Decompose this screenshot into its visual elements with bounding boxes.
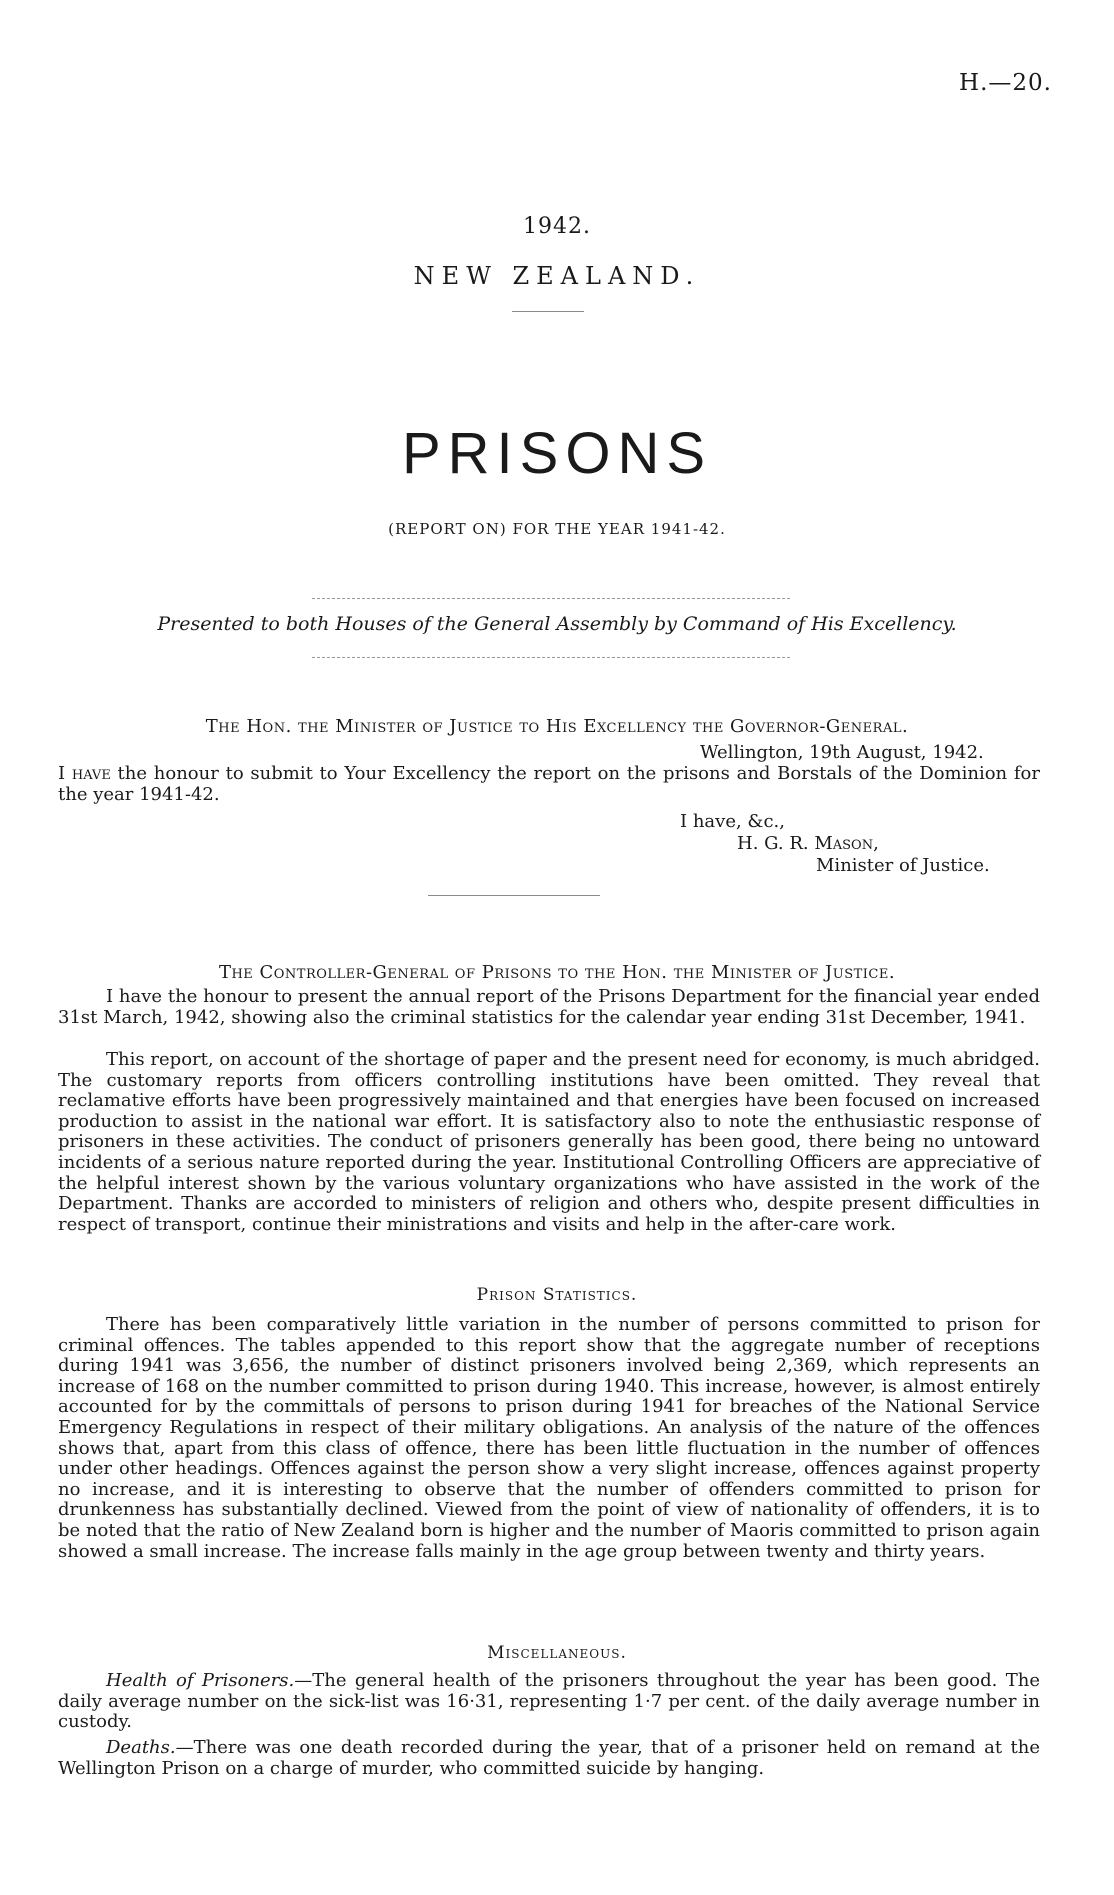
report-address: The Controller-General of Prisons to the Hon. the Minister of Justice. (218, 962, 896, 983)
page-reference: H.—20. (959, 70, 1052, 96)
letter-body-text: the honour to submit to Your Excellency the report on the prisons and Borstals of the Dominion for the year 1941-42. (58, 763, 1040, 805)
presented-note: Presented to both Houses of the General Assembly by Command of His Excellency. (157, 613, 957, 635)
divider-rule (512, 311, 584, 312)
health-paragraph (58, 1671, 1040, 1733)
health-text: —The general health of the prisoners throughout the year has been good. The daily average number on the sick-list was 16·31, representing 1·7 per cent. of the daily average number in custody. (58, 1670, 1040, 1733)
letter-body (58, 764, 1040, 805)
deaths-paragraph (58, 1738, 1040, 1779)
report-title: PRISONS (401, 421, 713, 486)
section-heading-miscellaneous: Miscellaneous. (487, 1643, 627, 1663)
letter-address: The Hon. the Minister of Justice to His Excellency the Governor-General. (205, 716, 909, 737)
divider-rule (428, 895, 600, 896)
report-paragraph: I have the honour to present the annual report of the Prisons Department for the financial year ended 31st March, 1942, showing also the criminal statistics for the calendar year ending 31st December, 1941. (58, 986, 1040, 1028)
letter-opening: I have (58, 763, 111, 784)
deaths-label: Deaths. (106, 1737, 176, 1758)
report-year: 1942. (523, 214, 591, 239)
report-subtitle: (REPORT ON) FOR THE YEAR 1941-42. (388, 520, 726, 538)
report-paragraph: This report, on account of the shortage of paper and the present need for economy, is much abridged. The customary reports from officers controlling institutions have been omitted. They reveal that reclamative efforts have been progressively maintained and that energies have been focused on increased production to assist in the national war effort. It is satisfactory also to note the enthusiastic response of prisoners in these activities. The conduct of prisoners generally has been good, there being no untoward incidents of a serious nature reported during the year. Institutional Controlling Officers are appreciative of the helpful interest shown by the various voluntary organizations who have assisted in the work of the Department. Thanks are accorded to ministers of religion and others who, despite present difficulties in respect of transport, continue their ministrations and visits and help in the after-care work. (58, 1049, 1040, 1235)
divider-rule (312, 598, 790, 599)
health-label: Health of Prisoners. (106, 1670, 295, 1691)
statistics-paragraph: There has been comparatively little variation in the number of persons committed to prison for criminal offences. The tables appended to this report show that the aggregate number of receptions during 1941 was 3,656, the number of distinct prisoners involved being 2,369, which represents an increase of 168 on the number committed to prison during 1940. This increase, however, is almost entirely accounted for by the committals of persons to prison during 1941 for breaches of the National Service Emergency Regulations in respect of their military obligations. An analysis of the nature of the offences shows that, apart from this class of offence, there has been little fluctuation in the number of offences under other headings. Offences against the person show a very slight increase, offences against property no increase, and it is interesting to observe that the number of offenders committed to prison for drunkenness has substantially declined. Viewed from the point of view of nationality of offenders, it is to be noted that the ratio of New Zealand born is higher and the number of Maoris committed to prison again showed a small increase. The increase falls mainly in the age group between twenty and thirty years. (58, 1314, 1040, 1562)
signoff-line: I have, &c., (680, 811, 785, 832)
signoff-name: H. G. R. Mason, (737, 833, 879, 854)
deaths-text: —There was one death recorded during the year, that of a prisoner held on remand at the Wellington Prison on a charge of murder, who committed suicide by hanging. (58, 1737, 1040, 1779)
section-heading-prison-statistics: Prison Statistics. (476, 1285, 638, 1305)
country-name: NEW ZEALAND. (413, 262, 701, 290)
signoff-title: Minister of Justice. (816, 855, 990, 876)
divider-rule (312, 657, 790, 658)
letter-dateline: Wellington, 19th August, 1942. (700, 742, 984, 763)
